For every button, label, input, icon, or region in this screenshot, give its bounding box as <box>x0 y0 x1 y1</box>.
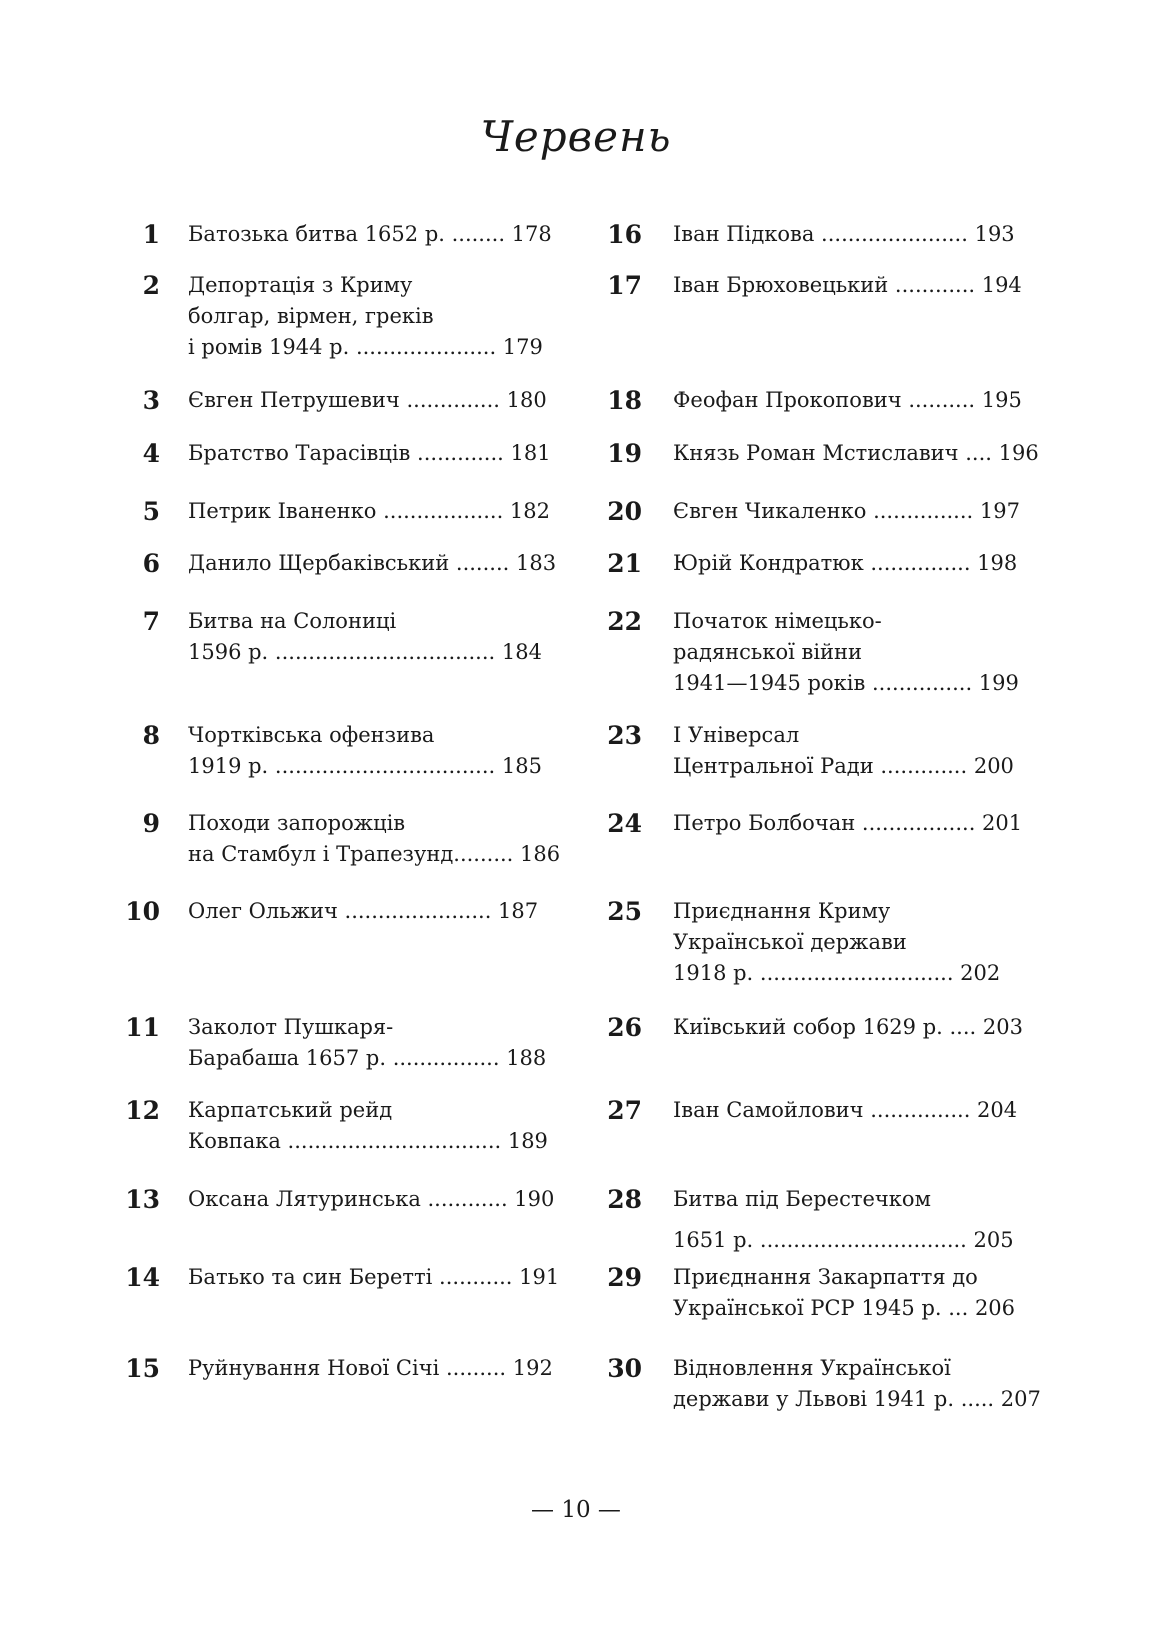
entry-line: Феофан Прокопович .......... 195 <box>673 388 1022 412</box>
entry-line: болгар, вірмен, греків <box>188 304 434 328</box>
entry-day-number: 25 <box>607 897 642 926</box>
entry-line: Української РСР 1945 р. ... 206 <box>673 1296 1016 1320</box>
entry-day-number: 29 <box>607 1263 642 1292</box>
entry-day-number: 13 <box>125 1185 160 1214</box>
entry-day-number: 27 <box>607 1096 642 1125</box>
entry-day-number: 11 <box>125 1013 160 1042</box>
entry-day-number: 15 <box>125 1354 160 1383</box>
entry-line: Юрій Кондратюк ............... 198 <box>673 551 1018 575</box>
entry-line: 1941—1945 років ............... 199 <box>673 671 1019 695</box>
entry-line: 1918 р. ............................. 202 <box>673 961 1001 985</box>
entry-text <box>188 606 542 668</box>
toc-entry <box>600 438 1039 479</box>
entry-line: Заколот Пушкаря- <box>188 1015 394 1039</box>
entry-day-number: 8 <box>142 721 160 750</box>
toc-entry <box>600 270 1030 311</box>
entry-text <box>673 270 1022 301</box>
entry-line: Петрик Іваненко .................. 182 <box>188 499 551 523</box>
toc-entry <box>118 808 561 880</box>
entry-day-number: 6 <box>142 549 160 578</box>
entry-text <box>188 720 542 782</box>
entry-text <box>188 219 552 250</box>
entry-text <box>188 270 543 363</box>
entry-text <box>188 1012 546 1074</box>
entry-day-number: 4 <box>142 439 160 468</box>
toc-entry <box>600 1095 1030 1136</box>
toc-entry <box>600 219 1030 260</box>
entry-day-number: 28 <box>607 1185 642 1214</box>
entry-text <box>673 219 1015 250</box>
toc-entry <box>600 1353 1041 1425</box>
entry-line: Початок німецько- <box>673 609 882 633</box>
entry-day-number: 24 <box>607 809 642 838</box>
entry-text <box>673 1012 1023 1043</box>
entry-day-number: 1 <box>142 220 160 249</box>
toc-entry <box>600 548 1030 589</box>
entry-day-number: 14 <box>125 1263 160 1292</box>
entry-day-number: 12 <box>125 1096 160 1125</box>
entry-day-number: 18 <box>607 386 642 415</box>
page-number: — 10 — <box>531 1497 621 1523</box>
toc-entry <box>600 1184 1030 1256</box>
toc-entry <box>600 1012 1030 1053</box>
entry-text <box>188 1353 553 1384</box>
toc-entry <box>118 270 558 373</box>
toc-entry <box>600 385 1030 426</box>
entry-line: Олег Ольжич ...................... 187 <box>188 899 539 923</box>
entry-line: Братство Тарасівців ............. 181 <box>188 441 551 465</box>
entry-day-number: 19 <box>607 439 642 468</box>
entry-line: І Універсал <box>673 723 800 747</box>
entry-day-number: 10 <box>125 897 160 926</box>
entry-text <box>673 1262 1015 1324</box>
toc-entry <box>118 1012 558 1084</box>
entry-line: Князь Роман Мстиславич .... 196 <box>673 441 1039 465</box>
entry-text <box>673 385 1022 416</box>
entry-line: держави у Львові 1941 р. ..... 207 <box>673 1387 1041 1411</box>
entry-day-number: 20 <box>607 497 642 526</box>
entry-text <box>188 496 550 527</box>
toc-entry <box>118 496 558 537</box>
entry-text <box>673 808 1022 839</box>
entry-text <box>673 896 1000 989</box>
entry-text <box>673 438 1039 469</box>
entry-text <box>188 385 547 416</box>
toc-entry <box>600 496 1030 537</box>
entry-line: Іван Підкова ...................... 193 <box>673 222 1015 246</box>
entry-text <box>673 548 1017 579</box>
toc-entry <box>118 896 558 937</box>
entry-text <box>188 438 551 469</box>
entry-line: на Стамбул і Трапезунд......... 186 <box>188 842 561 866</box>
entry-text <box>188 1184 554 1215</box>
entry-line: радянської війни <box>673 640 863 664</box>
entry-line: Петро Болбочан ................. 201 <box>673 811 1023 835</box>
entry-text <box>673 1184 1014 1256</box>
toc-entry <box>600 606 1030 709</box>
entry-text <box>188 1262 559 1293</box>
toc-entry <box>600 720 1030 792</box>
entry-line: Битва на Солониці <box>188 609 397 633</box>
entry-text <box>673 496 1020 527</box>
entry-line: Ковпака ................................ 189 <box>188 1129 548 1153</box>
entry-day-number: 30 <box>607 1354 642 1383</box>
entry-text <box>673 720 1014 782</box>
entry-line: Приєднання Закарпаття до <box>673 1265 978 1289</box>
entry-line: Євген Петрушевич .............. 180 <box>188 388 547 412</box>
entry-text <box>188 548 556 579</box>
toc-entry <box>118 1353 558 1394</box>
entry-day-number: 16 <box>607 220 642 249</box>
entry-text <box>673 1353 1041 1415</box>
entry-day-number: 5 <box>142 497 160 526</box>
entry-line: Центральної Ради ............. 200 <box>673 754 1014 778</box>
entry-text <box>188 896 538 927</box>
entry-text <box>188 808 560 870</box>
entry-day-number: 23 <box>607 721 642 750</box>
entry-day-number: 17 <box>607 271 642 300</box>
toc-entry <box>600 808 1030 849</box>
entry-line: Євген Чикаленко ............... 197 <box>673 499 1020 523</box>
entry-line: Відновлення Української <box>673 1356 951 1380</box>
entry-text <box>673 606 1019 699</box>
entry-text <box>188 1095 548 1157</box>
entry-line: Іван Брюховецький ............ 194 <box>673 273 1022 297</box>
toc-entry <box>600 1262 1030 1334</box>
entry-line: Оксана Лятуринська ............ 190 <box>188 1187 555 1211</box>
entry-line: 1919 р. ................................. 185 <box>188 754 542 778</box>
toc-entry <box>118 1262 558 1303</box>
entry-line: Іван Самойлович ............... 204 <box>673 1098 1018 1122</box>
toc-entry <box>118 1095 558 1167</box>
toc-entry <box>118 219 558 260</box>
page-title: Червень <box>480 112 672 161</box>
entry-day-number: 26 <box>607 1013 642 1042</box>
entry-line: 1651 р. ............................... 205 <box>673 1228 1014 1252</box>
toc-entry <box>118 1184 558 1225</box>
entry-line: Київський собор 1629 р. .... 203 <box>673 1015 1023 1039</box>
entry-line: Батько та син Беретті ........... 191 <box>188 1265 560 1289</box>
toc-entry <box>118 548 558 589</box>
entry-day-number: 3 <box>142 386 160 415</box>
toc-entry <box>118 438 558 479</box>
entry-day-number: 22 <box>607 607 642 636</box>
entry-line: Української держави <box>673 930 907 954</box>
entry-day-number: 9 <box>142 809 160 838</box>
entry-line: Данило Щербаківський ........ 183 <box>188 551 557 575</box>
entry-line: Приєднання Криму <box>673 899 891 923</box>
toc-entry <box>118 606 558 678</box>
toc-entry <box>118 385 558 426</box>
entry-day-number: 2 <box>142 271 160 300</box>
entry-line: Депортація з Криму <box>188 273 413 297</box>
entry-line: Битва під Берестечком <box>673 1187 931 1211</box>
entry-day-number: 7 <box>142 607 160 636</box>
entry-line: Чортківська офензива <box>188 723 435 747</box>
toc-entry <box>118 720 558 792</box>
entry-line: 1596 р. ................................. 184 <box>188 640 542 664</box>
toc-entry <box>600 896 1030 999</box>
entry-line: Барабаша 1657 р. ................ 188 <box>188 1046 547 1070</box>
entry-day-number: 21 <box>607 549 642 578</box>
entry-text <box>673 1095 1017 1126</box>
entry-line: Батозька битва 1652 р. ........ 178 <box>188 222 552 246</box>
entry-line: Руйнування Нової Січі ......... 192 <box>188 1356 553 1380</box>
entry-line: Походи запорожців <box>188 811 406 835</box>
entry-line: і ромів 1944 р. ..................... 179 <box>188 335 543 359</box>
entry-line: Карпатський рейд <box>188 1098 393 1122</box>
